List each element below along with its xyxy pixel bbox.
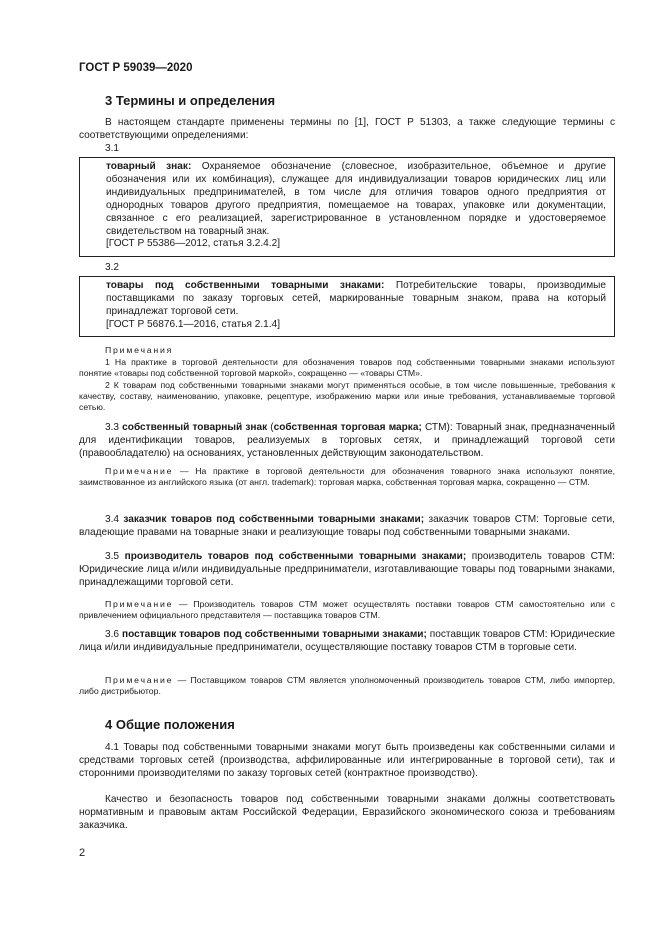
term-3-4: 3.4 заказчик товаров под собственными товарными знаками; заказчик товаров СТМ: Торговые сети, владеющие правами на товарные знаки и реализующие товары под собственными товарными знаками. bbox=[79, 514, 616, 538]
term-3-5: 3.5 производитель товаров под собственными товарными знаками; производитель товаров СТМ: Юридические лица и/или индивидуальные предприниматели, изготавливающие товары под товарными знаками, принадлежащими торговой сети. bbox=[79, 551, 615, 588]
term-3-1-term: товарный знак: bbox=[106, 161, 192, 172]
section-3-intro: В настоящем стандарте применены термины по [1], ГОСТ Р 51303, а также следующие термины с соответствующими определениями: bbox=[79, 117, 615, 141]
term-3-1-box bbox=[79, 157, 615, 257]
section-4-title: 4 Общие положения bbox=[105, 717, 235, 732]
term-3-1-definition: товарный знак: Охраняемое обозначение (словесное, изобразительное, объемное и другие обозначения или их комбинация), служащее для индивидуализации товаров юридических лиц или индивидуальных предпринимателей, в том числе для отличия товаров одного предприятия от однородных товаров другого предприятия, помещаемое на товарах, упаковке или документации, связанное с его реализацией, зарегистрированное в установленном порядке и удостоверяемое свидетельством на товарный знак. bbox=[106, 161, 606, 237]
term-3-6: 3.6 поставщик товаров под собственными товарными знаками; поставщик товаров СТМ: Юридические лица и/или индивидуальные предприниматели, осуществляющие поставку товаров СТМ в торговые сети. bbox=[79, 629, 615, 653]
note-1: 1 На практике в торговой деятельности для обозначения товаров под собственными товарными знаками используют понятие «товары под собственной торговой маркой», сокращенно — «товары СТМ». bbox=[79, 357, 615, 379]
section-4-2: Качество и безопасность товаров под собственными товарными знаками должны соответствовать нормативным и правовым актам Российской Федерации, Евразийского экономического союза и требованиям заказчика. bbox=[79, 794, 615, 831]
note-2: 2 К товарам под собственными товарными знаками могут применяться особые, в том числе повышенные, требования к качеству, составу, наименованию, упаковке, рецептуре, изображению марки или иные требования, устанавливаемые торговой сетью. bbox=[79, 380, 615, 413]
term-3-1-source: [ГОСТ Р 55386—2012, статья 3.2.4.2] bbox=[106, 238, 281, 250]
term-3-2-term: товары под собственными товарными знаками: bbox=[106, 280, 385, 291]
section-4-1: 4.1 Товары под собственными товарными знаками могут быть произведены как собственными силами и средствами торговых сетей (производства, аффилированные или интегрированные в торговой сети), так и сторонними производителями по заказу торговых сетей (контрактное производство). bbox=[79, 742, 615, 779]
term-3-2-source: [ГОСТ Р 56876.1—2016, статья 2.1.4] bbox=[106, 318, 281, 330]
note-3-3: Примечание — На практике в торговой деятельности для обозначения товарного знака используют понятие, заимствованное из английского языка (от англ. trademark): торговая марка, собственная торговая марка, сокращенно — СТМ. bbox=[79, 466, 615, 488]
section-3-title: 3 Термины и определения bbox=[105, 93, 276, 108]
note-3-5: Примечание — Производитель товаров СТМ может осуществлять поставки товаров СТМ самостоятельно или с привлечением официального представителя — поставщика товаров СТМ. bbox=[79, 599, 615, 621]
term-3-3: 3.3 собственный товарный знак (собственная торговая марка; СТМ): Товарный знак, предназначенный для идентификации товаров, реализуемых в торговых сетях, и принадлежащий торговой сети (правообладателю) на основаниях, установленных действующим законодательством. bbox=[79, 422, 616, 459]
term-3-1-number: 3.1 bbox=[105, 143, 120, 154]
document-header: ГОСТ Р 59039—2020 bbox=[79, 62, 193, 74]
term-3-2-box bbox=[79, 276, 615, 337]
note-3-6: Примечание — Поставщиком товаров СТМ является уполномоченный производитель товаров СТМ, либо импортер, либо дистрибьютор. bbox=[79, 675, 615, 697]
notes-title: Примечания bbox=[105, 345, 174, 355]
page-number: 2 bbox=[79, 847, 86, 859]
term-3-2-definition: товары под собственными товарными знаками: Потребительские товары, производимые поставщиками по заказу торговых сетей, маркированные товарным знаком, права на который принадлежат торговой сети. bbox=[106, 280, 606, 317]
term-3-2-number: 3.2 bbox=[105, 262, 120, 273]
